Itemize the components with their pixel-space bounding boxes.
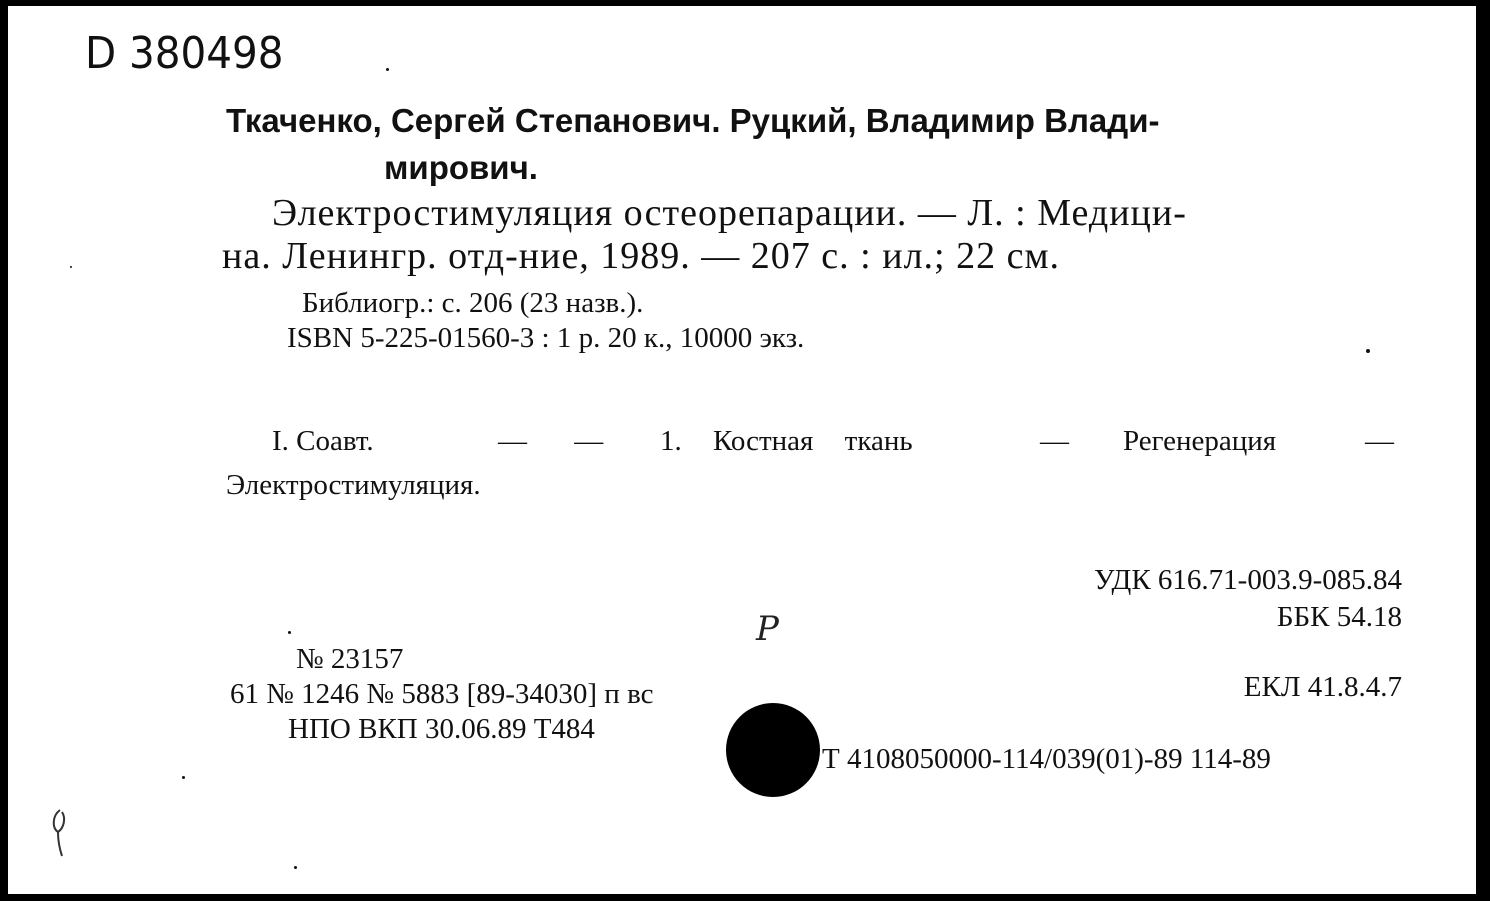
- subject-bone-tissue: 1. Костная ткань: [660, 425, 913, 457]
- udk-code: УДК 616.71-003.9-085.84: [1093, 564, 1402, 596]
- subject-dashes: — —: [498, 425, 604, 457]
- card-number: № 23157: [296, 643, 404, 675]
- speck: [294, 866, 297, 869]
- isbn-line: ISBN 5-225-01560-3 : 1 р. 20 к., 10000 экз.: [287, 322, 805, 354]
- subject-coauthor: I. Соавт.: [272, 425, 374, 457]
- npo-line: НПО ВКП 30.06.89 Т484: [288, 713, 595, 745]
- speck: [1366, 349, 1370, 353]
- speck: [288, 631, 291, 634]
- order-line: 61 № 1246 № 5883 [89-34030] п вс: [230, 678, 654, 710]
- t-code: Т 4108050000-114/039(01)-89 114-89: [822, 743, 1271, 775]
- speck: [182, 776, 185, 779]
- bibliography-note: Библиогр.: с. 206 (23 назв.).: [302, 287, 644, 319]
- author-line-2: мирович.: [384, 149, 538, 186]
- card-code: D 380498: [85, 28, 284, 79]
- handwritten-squiggle: [48, 806, 72, 860]
- title-line-1: Электростимуляция остеорепарации. — Л. : Медици-: [272, 192, 1187, 234]
- subject-electrostimulation: Электростимуляция.: [226, 469, 481, 501]
- speck: [70, 266, 72, 268]
- speck: [386, 68, 389, 71]
- punch-hole: [726, 703, 820, 797]
- title-line-2: на. Ленингр. отд-ние, 1989. — 207 с. : ил.; 22 см.: [222, 235, 1060, 277]
- subject-dash-3: —: [1365, 425, 1394, 457]
- bbk-code: ББК 54.18: [1276, 601, 1402, 633]
- subject-regeneration: Регенерация: [1123, 425, 1277, 457]
- author-line-1: Ткаченко, Сергей Степанович. Руцкий, Владимир Влади-: [226, 102, 1160, 139]
- ekl-code: ЕКЛ 41.8.4.7: [1243, 671, 1402, 703]
- subject-dash-2: —: [1040, 425, 1069, 457]
- handwritten-mark: Р: [756, 609, 779, 649]
